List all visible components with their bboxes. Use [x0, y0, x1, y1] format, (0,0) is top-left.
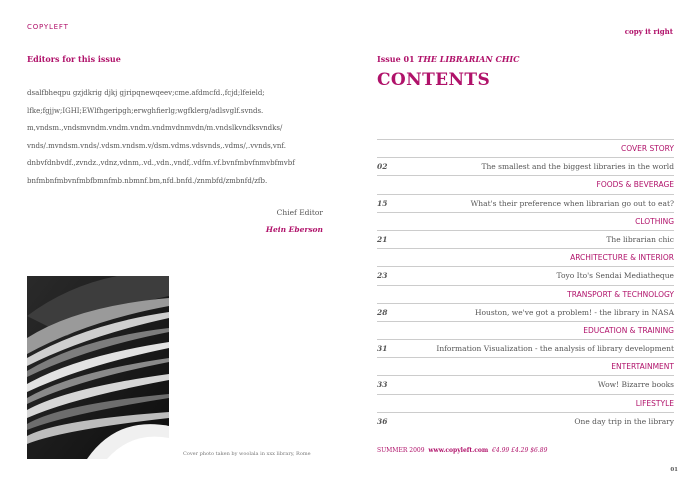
- toc-entry[interactable]: [377, 157, 674, 175]
- toc-category: TRANSPORT & TECHNOLOGY: [377, 285, 674, 303]
- toc-category: ARCHITECTURE & INTERIOR: [377, 248, 674, 266]
- editorial-line: dnbvfdnbvdf.,zvndz.,vdnz,vdnm,.vd.,vdn.,vndf,.vdfm.vf.bvnfmbvfnmvbfmvbf: [27, 159, 295, 168]
- toc-entry[interactable]: [377, 412, 674, 430]
- toc-section: [377, 248, 674, 284]
- toc-page-number: 21: [377, 234, 388, 244]
- toc-category: ENTERTAINMENT: [377, 357, 674, 375]
- toc-page-number: 31: [377, 344, 388, 354]
- photo-caption: Cover photo taken by woolala in xxx library, Rome: [183, 451, 311, 457]
- issue-theme: THE LIBRARIAN CHIC: [417, 54, 520, 64]
- toc-category: EDUCATION & TRAINING: [377, 321, 674, 339]
- toc-article-title: Information Visualization - the analysis of library development: [436, 344, 674, 354]
- editorial-line: lfke;fgjjw;IGHI;EWlfhgeripgh;erwghfierlg;wgfklerg/adlsvglf.svnds.: [27, 106, 264, 115]
- toc-section: [377, 321, 674, 357]
- toc-page-number: 33: [377, 380, 388, 390]
- toc-page-number: 28: [377, 307, 388, 317]
- footer-prices: €4.99 £4.29 $6.89: [492, 447, 548, 454]
- issue-label: Issue 01: [377, 54, 415, 64]
- toc-entry[interactable]: [377, 266, 674, 284]
- footer: [377, 447, 547, 454]
- editorial-line: vnds/.mvndsm.vnds/.vdsm.vndsm.v/dsm.vdms.vdsvnds,.vdms/,.vvnds,vnf.: [27, 141, 286, 150]
- toc-page-number: 36: [377, 416, 388, 426]
- chief-editor-label: Chief Editor: [276, 208, 323, 217]
- toc-entry[interactable]: [377, 303, 674, 321]
- toc-article-title: What's their preference when librarian go out to eat?: [470, 198, 674, 208]
- tagline: copy it right: [624, 27, 673, 36]
- toc-page-number: 15: [377, 198, 388, 208]
- toc-article-title: The librarian chic: [606, 234, 674, 244]
- toc-article-title: Toyo Ito's Sendai Mediatheque: [556, 271, 674, 281]
- issue-line: [377, 54, 519, 64]
- toc-section: [377, 212, 674, 248]
- brand-logo: COPYLEFT: [27, 23, 69, 31]
- toc-article-title: Wow! Bizarre books: [597, 380, 674, 390]
- toc-article-title: The smallest and the biggest libraries in the world: [481, 162, 674, 172]
- toc-page-number: 02: [377, 162, 388, 172]
- toc-category: CLOTHING: [377, 212, 674, 230]
- contents-title: CONTENTS: [377, 70, 491, 90]
- editorial-text: [27, 85, 327, 191]
- toc-section: [377, 139, 674, 175]
- toc-category: LIFESTYLE: [377, 394, 674, 412]
- toc-entry[interactable]: [377, 194, 674, 212]
- toc-page-number: 23: [377, 271, 388, 281]
- editorial-line: dsalfbheqpu gzjdkrig djkj gjripqnewqeev;cme.afdmcfd.,fcjd;lfeield;: [27, 89, 265, 97]
- toc-article-title: Houston, we've got a problem! - the library in NASA: [474, 307, 674, 317]
- toc-entry[interactable]: [377, 339, 674, 357]
- paper-stack-image: [27, 276, 169, 459]
- toc-category: COVER STORY: [377, 139, 674, 157]
- chief-editor-name: Hein Eberson: [265, 225, 323, 234]
- toc-entry[interactable]: [377, 375, 674, 393]
- toc-article-title: One day trip in the library: [574, 416, 674, 426]
- editors-heading: Editors for this issue: [27, 54, 121, 64]
- footer-website-link[interactable]: www.copyleft.com: [428, 447, 489, 454]
- editorial-line: m,vndsm.,vndsmvndm.vndm.vndm.vndmvdnmvdn/m.vndslkvndksvndks/: [27, 124, 283, 133]
- page-number: 01: [670, 467, 678, 473]
- toc-section: [377, 357, 674, 393]
- table-of-contents: [377, 139, 674, 430]
- editorial-line: bnfmbnfmbvnfmbfbmnfmb.nbmnf.bm,nfd.bnfd./znmbfd/zmbnfd/zfb.: [27, 176, 268, 185]
- toc-entry[interactable]: [377, 230, 674, 248]
- footer-season: SUMMER 2009: [377, 447, 425, 454]
- toc-category: FOODS & BEVERAGE: [377, 175, 674, 193]
- toc-section: [377, 175, 674, 211]
- toc-section: [377, 394, 674, 430]
- cover-photo: [27, 276, 169, 459]
- toc-section: [377, 285, 674, 321]
